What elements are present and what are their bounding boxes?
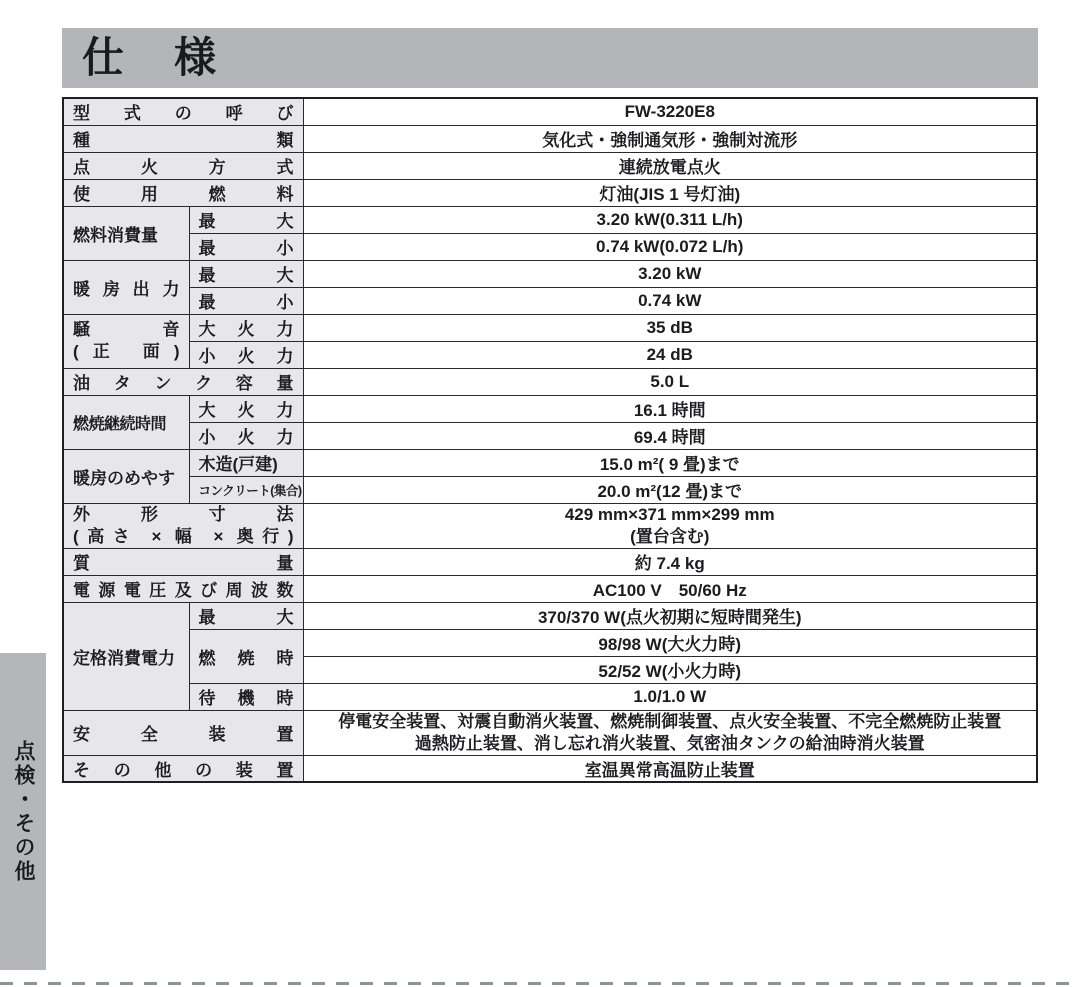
page-bottom-dashed-edge [0, 982, 1080, 985]
power-consumption-burning-high-value: 98/98 W(大火力時) [303, 629, 1037, 656]
row-heating-output-max [63, 260, 1037, 287]
other-devices-label: そ の 他 の 装 置 [63, 755, 303, 782]
row-fuel [63, 179, 1037, 206]
row-heating-output-min [63, 287, 1037, 314]
heating-output-min-value: 0.74 kW [303, 287, 1037, 314]
heating-area-wood-value: 15.0 m²( 9 畳)まで [303, 449, 1037, 476]
ignition-value: 連続放電点火 [303, 152, 1037, 179]
heating-area-label: 暖房のめやす [63, 449, 189, 503]
burn-duration-low-label: 小 火 力 [189, 422, 303, 449]
category-value: 気化式・強制通気形・強制対流形 [303, 125, 1037, 152]
weight-label: 質 量 [63, 548, 303, 575]
row-heating-area-wood [63, 449, 1037, 476]
burn-duration-label: 燃焼継続時間 [63, 395, 189, 449]
noise-high-label: 大 火 力 [189, 314, 303, 341]
burn-duration-low-value: 69.4 時間 [303, 422, 1037, 449]
row-burn-duration-low [63, 422, 1037, 449]
safety-devices-label: 安 全 装 置 [63, 710, 303, 755]
fuel-consumption-label: 燃料消費量 [63, 206, 189, 260]
row-burn-duration-high [63, 395, 1037, 422]
row-power-supply [63, 575, 1037, 602]
fuel-consumption-max-value: 3.20 kW(0.311 L/h) [303, 206, 1037, 233]
fuel-consumption-max-label: 最 大 [189, 206, 303, 233]
power-supply-value: AC100 V 50/60 Hz [303, 575, 1037, 602]
power-consumption-max-value: 370/370 W(点火初期に短時間発生) [303, 602, 1037, 629]
ignition-label: 点 火 方 式 [63, 152, 303, 179]
burn-duration-high-label: 大 火 力 [189, 395, 303, 422]
row-other-devices [63, 755, 1037, 782]
row-dimensions [63, 503, 1037, 548]
power-consumption-standby-value: 1.0/1.0 W [303, 683, 1037, 710]
power-consumption-standby-label: 待 機 時 [189, 683, 303, 710]
fuel-consumption-min-value: 0.74 kW(0.072 L/h) [303, 233, 1037, 260]
category-label: 種 類 [63, 125, 303, 152]
row-fuel-consumption-min [63, 233, 1037, 260]
section-side-tab [0, 653, 46, 970]
burn-duration-high-value: 16.1 時間 [303, 395, 1037, 422]
row-ignition [63, 152, 1037, 179]
power-consumption-max-label: 最 大 [189, 602, 303, 629]
weight-value: 約 7.4 kg [303, 548, 1037, 575]
page-title: 仕 様 [82, 34, 221, 81]
model-value: FW-3220E8 [303, 98, 1037, 125]
dimensions-label: 外 形 寸 法 (高さ × 幅 × 奥行) [63, 503, 303, 548]
noise-high-value: 35 dB [303, 314, 1037, 341]
noise-low-label: 小 火 力 [189, 341, 303, 368]
noise-label: 騒 音 (正 面) [63, 314, 189, 368]
heating-output-min-label: 最 小 [189, 287, 303, 314]
row-noise-low [63, 341, 1037, 368]
row-category [63, 125, 1037, 152]
section-side-tab-label: 点検・その他 [12, 739, 35, 884]
heating-area-concrete-value: 20.0 m²(12 畳)まで [303, 476, 1037, 503]
model-label: 型 式 の 呼 び [63, 98, 303, 125]
row-fuel-consumption-max [63, 206, 1037, 233]
row-weight [63, 548, 1037, 575]
row-model [63, 98, 1037, 125]
heating-output-max-value: 3.20 kW [303, 260, 1037, 287]
noise-low-value: 24 dB [303, 341, 1037, 368]
tank-capacity-value: 5.0 L [303, 368, 1037, 395]
heating-output-label: 暖 房 出 力 [63, 260, 189, 314]
power-consumption-burning-low-value: 52/52 W(小火力時) [303, 656, 1037, 683]
fuel-value: 灯油(JIS 1 号灯油) [303, 179, 1037, 206]
heating-output-max-label: 最 大 [189, 260, 303, 287]
tank-capacity-label: 油 タ ン ク 容 量 [63, 368, 303, 395]
row-power-consumption-burning-high [63, 629, 1037, 656]
dimensions-value: 429 mm×371 mm×299 mm (置台含む) [303, 503, 1037, 548]
page-title-banner [62, 28, 1038, 88]
other-devices-value: 室温異常高温防止装置 [303, 755, 1037, 782]
power-consumption-label: 定格消費電力 [63, 602, 189, 710]
row-safety-devices [63, 710, 1037, 755]
safety-devices-value: 停電安全装置、対震自動消火装置、燃焼制御装置、点火安全装置、不完全燃焼防止装置 過熱防止装置、消し忘れ消火装置、気密油タンクの給油時消火装置 [303, 710, 1037, 755]
fuel-consumption-min-label: 最 小 [189, 233, 303, 260]
heating-area-concrete-label: コンクリート(集合) [189, 476, 303, 503]
row-heating-area-concrete [63, 476, 1037, 503]
fuel-label: 使 用 燃 料 [63, 179, 303, 206]
row-tank-capacity [63, 368, 1037, 395]
row-noise-high [63, 314, 1037, 341]
power-supply-label: 電 源 電 圧 及 び 周 波 数 [63, 575, 303, 602]
row-power-consumption-standby [63, 683, 1037, 710]
row-power-consumption-max [63, 602, 1037, 629]
spec-table [62, 97, 1038, 783]
heating-area-wood-label: 木造(戸建) [189, 449, 303, 476]
power-consumption-burning-label: 燃 焼 時 [189, 629, 303, 683]
